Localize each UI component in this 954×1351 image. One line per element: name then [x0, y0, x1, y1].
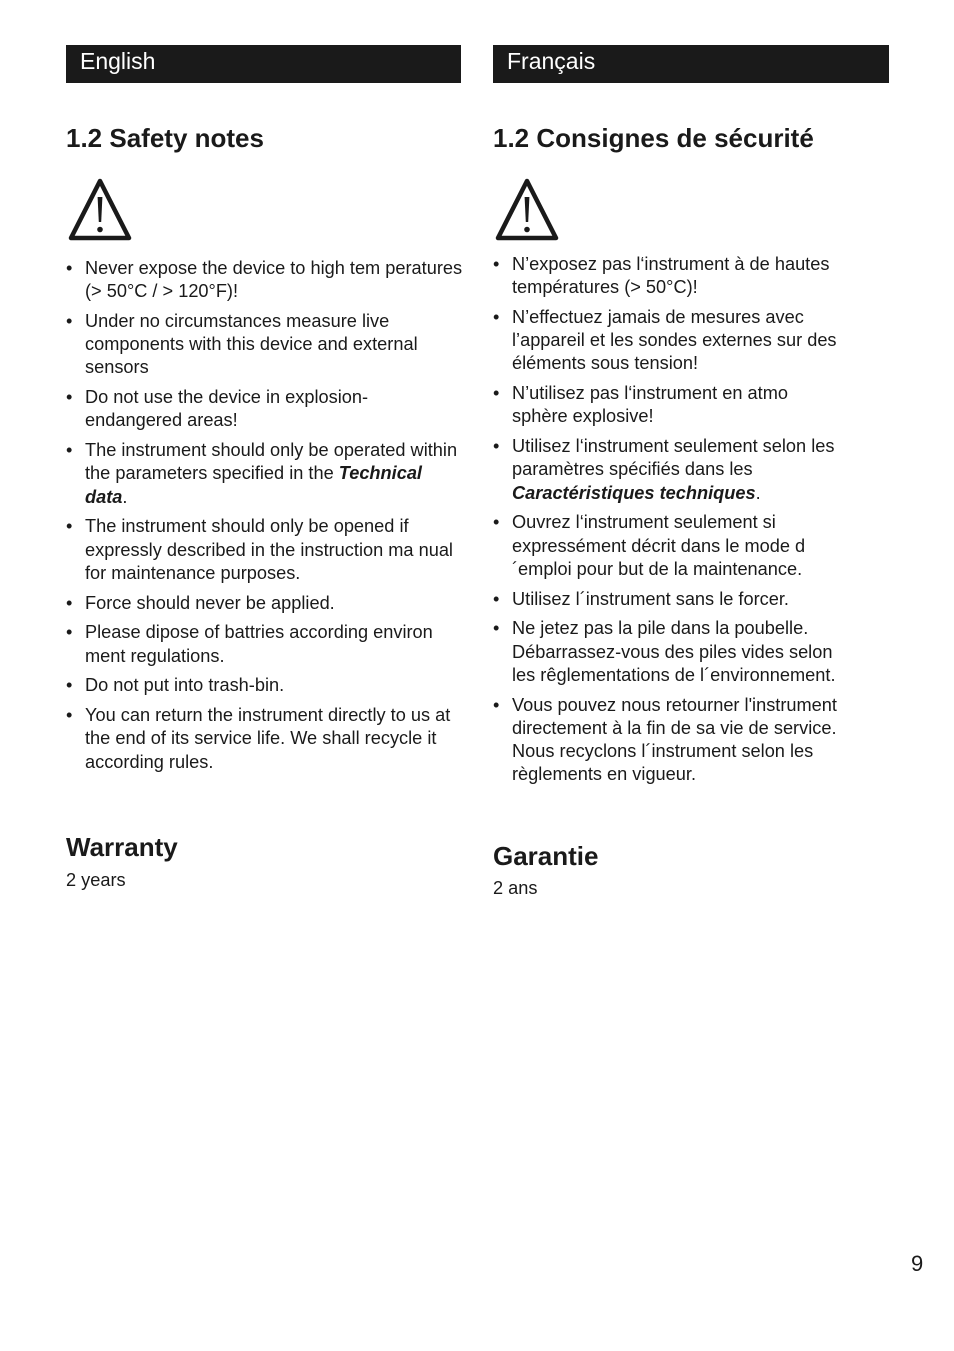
list-item-text: The instrument should only be operated within the parameters specified in the [85, 440, 458, 484]
list-item [493, 306, 843, 376]
list-item-text: Under no circumstances measure live components with this device and external sensors [85, 311, 418, 378]
list-item [493, 511, 843, 581]
list-item-text: Do not use the device in explosion- endangered areas! [85, 387, 369, 431]
list-item-text: Ouvrez l‘instrument seulement si expressément décrit dans le mode d´emploi pour but de la maintenance. [512, 512, 806, 579]
english-column [66, 45, 463, 890]
list-item [493, 694, 843, 787]
consignes-title: 1.2 Consignes de sécurité [493, 123, 814, 153]
warranty-text: 2 years [66, 870, 126, 890]
list-item-text: Utilisez l‘instrument seulement selon les paramètres spécifiés dans les [512, 436, 835, 480]
safety-notes-list [66, 257, 466, 780]
list-item [493, 382, 843, 428]
warning-triangle-icon [68, 177, 132, 243]
list-item [66, 704, 466, 774]
list-item [66, 621, 466, 667]
list-item-text: N’effectuez jamais de mesures avec l’appareil et les sondes externes sur des éléments sous tension! [512, 307, 837, 374]
french-column [493, 45, 889, 898]
list-item-suffix: . [122, 486, 128, 507]
list-item-text: N’utilisez pas l‘instrument en atmo sphère explosive! [512, 383, 788, 427]
list-item [66, 592, 466, 615]
list-item-text: Ne jetez pas la pile dans la poubelle. Débarrassez-vous des piles vides selon les rêglementations de l´environnement. [512, 618, 836, 685]
garantie-title: Garantie [493, 841, 599, 871]
list-item [493, 588, 843, 611]
list-item-text: You can return the instrument directly to us at the end of its service life. We shall recycle it according rules. [85, 705, 451, 772]
list-item-text: Force should never be applied. [85, 592, 335, 613]
list-item [66, 515, 466, 585]
list-item [493, 253, 843, 299]
list-item-text: Never expose the device to high tem peratures (> 50°C / > 120°F)! [85, 258, 463, 302]
list-item-text: N’exposez pas l‘instrument à de hautes températures (> 50°C)! [512, 254, 830, 298]
page-number: 9 [911, 1251, 924, 1276]
language-header-french: Français [493, 45, 889, 83]
warning-triangle-icon [495, 177, 559, 243]
list-item-text: The instrument should only be opened if expressly described in the instruction ma nual for maintenance purposes. [85, 516, 453, 583]
list-item-text: Do not put into trash-bin. [85, 675, 285, 696]
emphasized-term: Caractéristiques techniques [512, 482, 756, 503]
emphasized-term: Technical data [85, 463, 422, 507]
list-item [493, 617, 843, 687]
language-header-english: English [66, 45, 461, 83]
warranty-title: Warranty [66, 832, 178, 862]
list-item [493, 435, 843, 505]
list-item-suffix: . [755, 482, 761, 503]
consignes-list [493, 253, 843, 793]
list-item [66, 310, 466, 380]
list-item-text: Vous pouvez nous retourner l'instrument directement à la fin de sa vie de service. Nous recyclons l´instrument selon les règlements en vigueur. [512, 694, 837, 785]
list-item [66, 257, 466, 303]
list-item-text: Utilisez l´instrument sans le forcer. [512, 588, 789, 609]
list-item [66, 674, 466, 697]
list-item [66, 386, 466, 432]
safety-notes-title: 1.2 Safety notes [66, 123, 264, 153]
garantie-text: 2 ans [493, 878, 538, 898]
list-item [66, 439, 466, 509]
list-item-text: Please dipose of battries according environ ment regulations. [85, 622, 433, 666]
